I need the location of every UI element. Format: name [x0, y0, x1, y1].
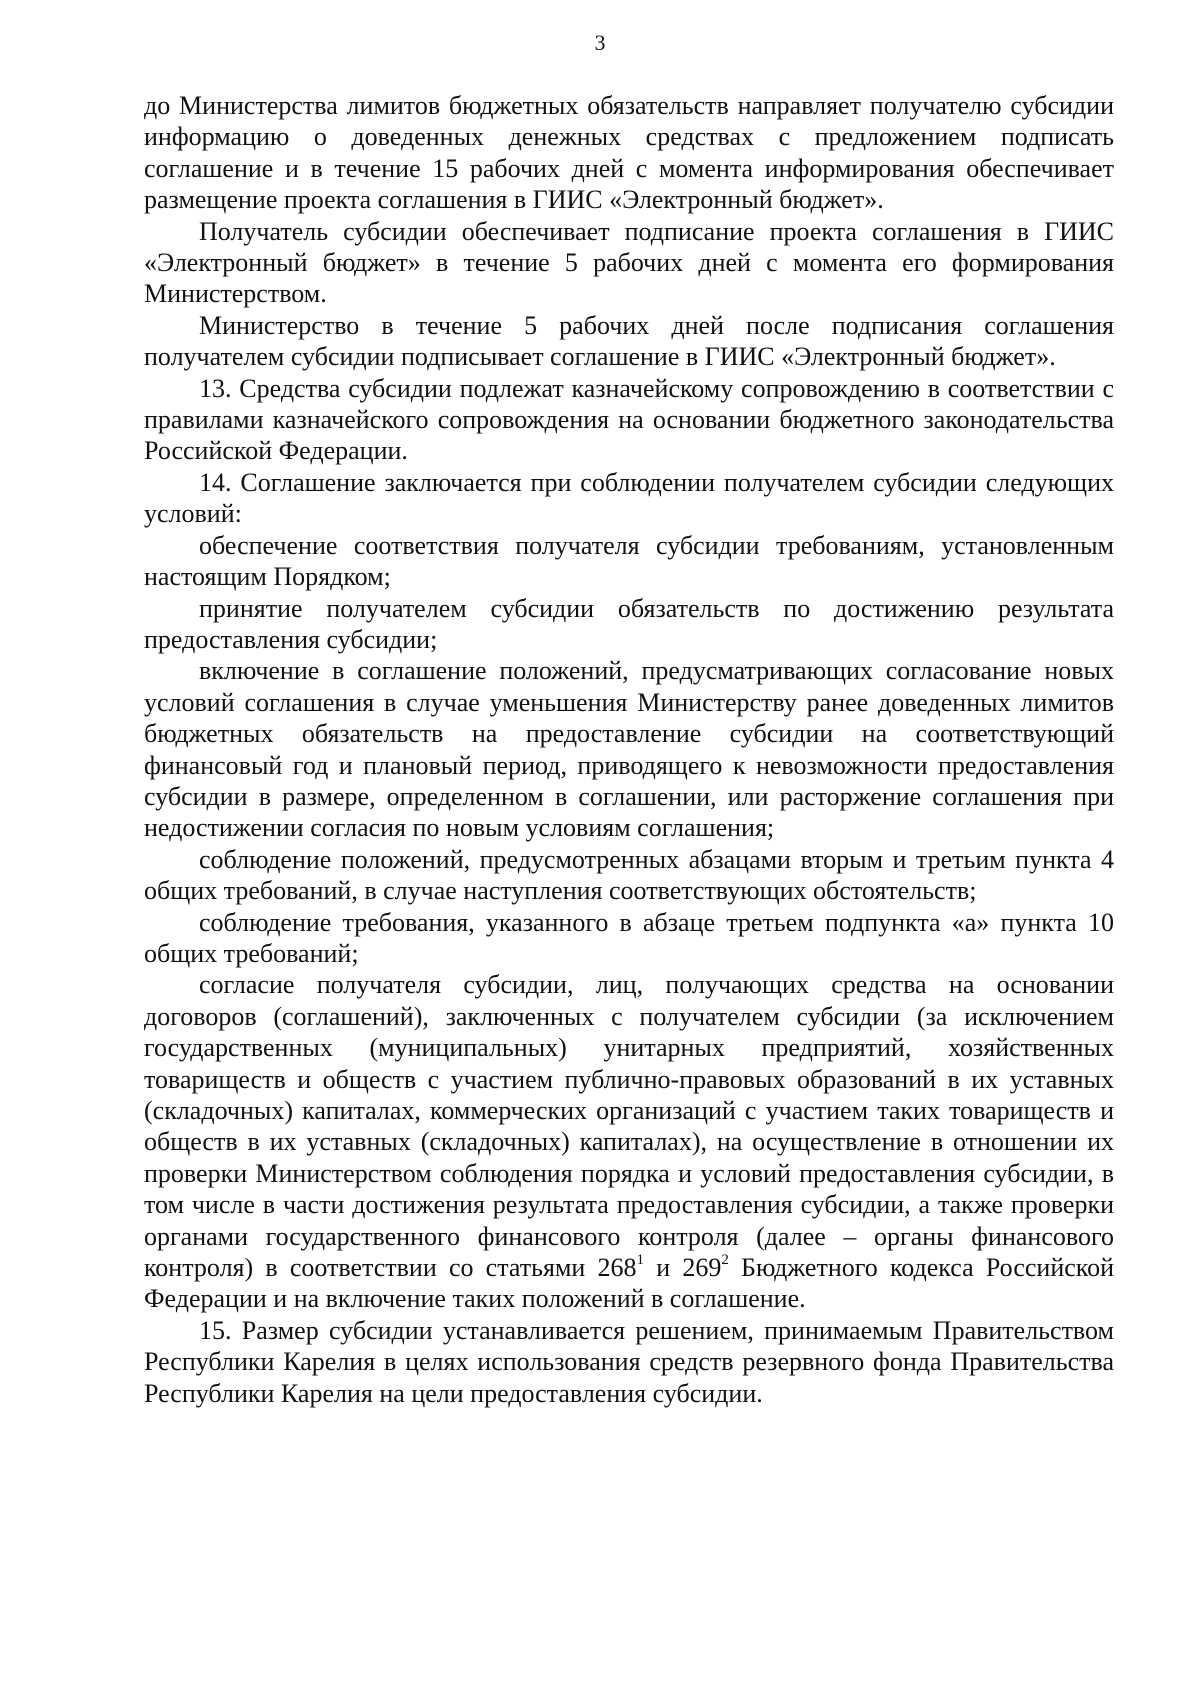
condition-general-requirements: соблюдение положений, предусмотренных абзацами вторым и третьим пункта 4 общих требований, в случае наступления соответствующих обстоятельств;: [144, 844, 1114, 906]
consent-text-start: согласие получателя субсидии, лиц, получающих средства на основании договоров (соглашений), заключенных с получателем субсидии (за исключением государственных (муниципальных) унитарных предприятий, хозяйственных товариществ и обществ с участием публично-правовых образований в их уставных (складочных) капиталах, коммерческих организаций с участием таких товариществ и обществ в их уставных (складочных) капиталах), на осуществление в отношении их проверки Министерством соблюдения порядка и условий предоставления субсидии, в том числе в части достижения результата предоставления субсидии, а также проверки органами государственного финансового контроля (далее – органы финансового контроля) в соответствии со статьями 268: [144, 970, 1114, 1283]
condition-consent: [144, 969, 1114, 1314]
paragraph-continuation: до Министерства лимитов бюджетных обязательств направляет получателю субсидии информацию о доведенных денежных средствах с предложением подписать соглашение и в течение 15 рабочих дней с момента информирования обеспечивает размещение проекта соглашения в ГИИС «Электронный бюджет».: [144, 91, 1114, 215]
consent-text-end: Бюджетного кодекса Российской Федерации и на включение таких положений в соглашение.: [144, 1253, 1115, 1314]
page-number: 3: [594, 30, 606, 55]
paragraph-item-13: 13. Средства субсидии подлежат казначейскому сопровождению в соответствии с правилами казначейского сопровождения на основании бюджетного законодательства Российской Федерации.: [144, 373, 1114, 466]
document-body: [144, 90, 1114, 1409]
consent-text-middle: и 269: [644, 1253, 722, 1283]
superscript-1: 1: [636, 1252, 645, 1269]
condition-subitem-a: соблюдение требования, указанного в абзаце третьем подпункта «а» пункта 10 общих требований;: [144, 907, 1114, 968]
condition-new-terms: включение в соглашение положений, предусматривающих согласование новых условий соглашения в случае уменьшения Министерству ранее доведенных лимитов бюджетных обязательств на предоставление субсидии на соответствующий финансовый год и плановый период, приводящего к невозможности предоставления субсидии в размере, определенном в соглашении, или расторжение соглашения при недостижении согласия по новым условиям соглашения;: [144, 656, 1114, 843]
superscript-2: 2: [721, 1252, 729, 1269]
condition-obligations: принятие получателем субсидии обязательств по достижению результата предоставления субсидии;: [144, 593, 1114, 654]
condition-compliance: обеспечение соответствия получателя субсидии требованиям, установленным настоящим Порядком;: [144, 530, 1114, 592]
paragraph-item-14: 14. Соглашение заключается при соблюдении получателем субсидии следующих условий:: [144, 467, 1114, 529]
paragraph-item-15: 15. Размер субсидии устанавливается решением, принимаемым Правительством Республики Карелия в целях использования средств резервного фонда Правительства Республики Карелия на цели предоставления субсидии.: [144, 1315, 1114, 1408]
paragraph-ministry-signing: Министерство в течение 5 рабочих дней после подписания соглашения получателем субсидии подписывает соглашение в ГИИС «Электронный бюджет».: [144, 310, 1114, 372]
paragraph-recipient-signing: Получатель субсидии обеспечивает подписание проекта соглашения в ГИИС «Электронный бюджет» в течение 5 рабочих дней с момента его формирования Министерством.: [144, 216, 1114, 309]
